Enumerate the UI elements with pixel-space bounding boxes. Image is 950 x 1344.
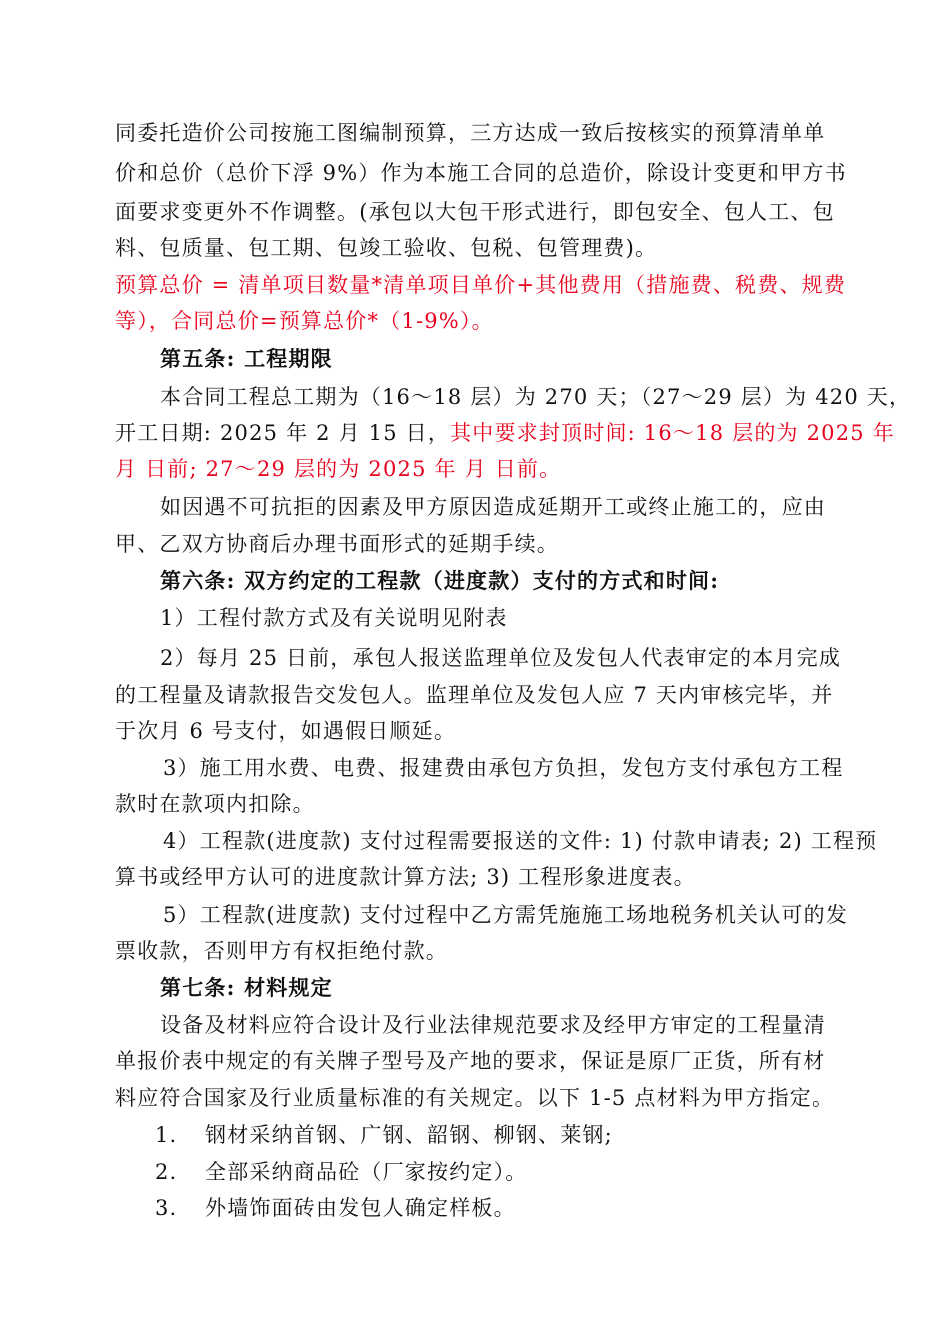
list-number: 2. [155,1160,178,1184]
duration-line: 本合同工程总工期为（16～18 层）为 270 天；（27～29 层）为 420 天， [160,385,912,409]
article-7-heading: 第七条: 材料规定 [160,975,333,1000]
payment-item-4-line: 4）工程款(进度款) 支付过程需要报送的文件: 1) 付款申请表; 2) 工程预 [163,829,878,853]
text-line: 料、包质量、包工期、包竣工验收、包税、包管理费)。 [115,236,658,260]
list-item [155,1120,613,1150]
start-date-line [115,418,895,448]
text-line: 甲、乙双方协商后办理书面形式的延期手续。 [115,532,559,556]
payment-item-2-line: 2）每月 25 日前，承包人报送监理单位及发包人代表审定的本月完成 [160,646,842,670]
text-line: 同委托造价公司按施工图编制预算，三方达成一致后按核实的预算清单单 [115,121,826,145]
list-text: 钢材采纳首钢、广钢、韶钢、柳钢、莱钢; [205,1123,613,1147]
materials-line: 料应符合国家及行业质量标准的有关规定。以下 1-5 点材料为甲方指定。 [115,1086,835,1110]
text-line: 面要求变更外不作调整。(承包以大包干形式进行，即包安全、包人工、包 [115,200,835,224]
red-note-line: 预算总价 = 清单项目数量*清单项目单价+其他费用（措施费、税费、规费 [115,273,847,297]
topping-deadline-line: 月 日前; 27～29 层的为 2025 年 月 日前。 [115,457,562,481]
list-text: 外墙饰面砖由发包人确定样板。 [205,1196,516,1220]
list-item [155,1157,528,1187]
materials-line: 单报价表中规定的有关牌子型号及产地的要求，保证是原厂正货，所有材 [115,1049,826,1073]
payment-item-2-line: 于次月 6 号支付，如遇假日顺延。 [115,719,457,743]
text-line: 价和总价（总价下浮 9%）作为本施工合同的总造价，除设计变更和甲方书 [115,161,847,185]
list-number: 3. [155,1196,178,1220]
article-5-heading: 第五条: 工程期限 [160,346,333,371]
payment-item-2-line: 的工程量及请款报告交发包人。监理单位及发包人应 7 天内审核完毕，并 [115,683,834,707]
list-item [155,1193,516,1223]
topping-deadline-text: 其中要求封顶时间: 16～18 层的为 2025 年 [450,421,895,445]
payment-item-3-line: 款时在款项内扣除。 [115,792,315,816]
start-date-text: 开工日期: 2025 年 2 月 15 日， [115,421,451,445]
materials-line: 设备及材料应符合设计及行业法律规范要求及经甲方审定的工程量清 [160,1013,826,1037]
payment-item-3-line: 3）施工用水费、电费、报建费由承包方负担，发包方支付承包方工程 [163,756,844,780]
payment-item-1: 1）工程付款方式及有关说明见附表 [160,606,508,630]
red-note-line: 等），合同总价=预算总价*（1-9%）。 [115,309,494,333]
payment-item-5-line: 票收款，否则甲方有权拒绝付款。 [115,939,448,963]
text-line: 如因遇不可抗拒的因素及甲方原因造成延期开工或终止施工的，应由 [160,495,826,519]
payment-item-5-line: 5）工程款(进度款) 支付过程中乙方需凭施施工场地税务机关认可的发 [163,903,849,927]
list-number: 1. [155,1123,178,1147]
list-text: 全部采纳商品砼（厂家按约定）。 [205,1160,528,1184]
payment-item-4-line: 算书或经甲方认可的进度款计算方法; 3) 工程形象进度表。 [115,865,696,889]
article-6-heading: 第六条: 双方约定的工程款（进度款）支付的方式和时间: [160,568,720,593]
